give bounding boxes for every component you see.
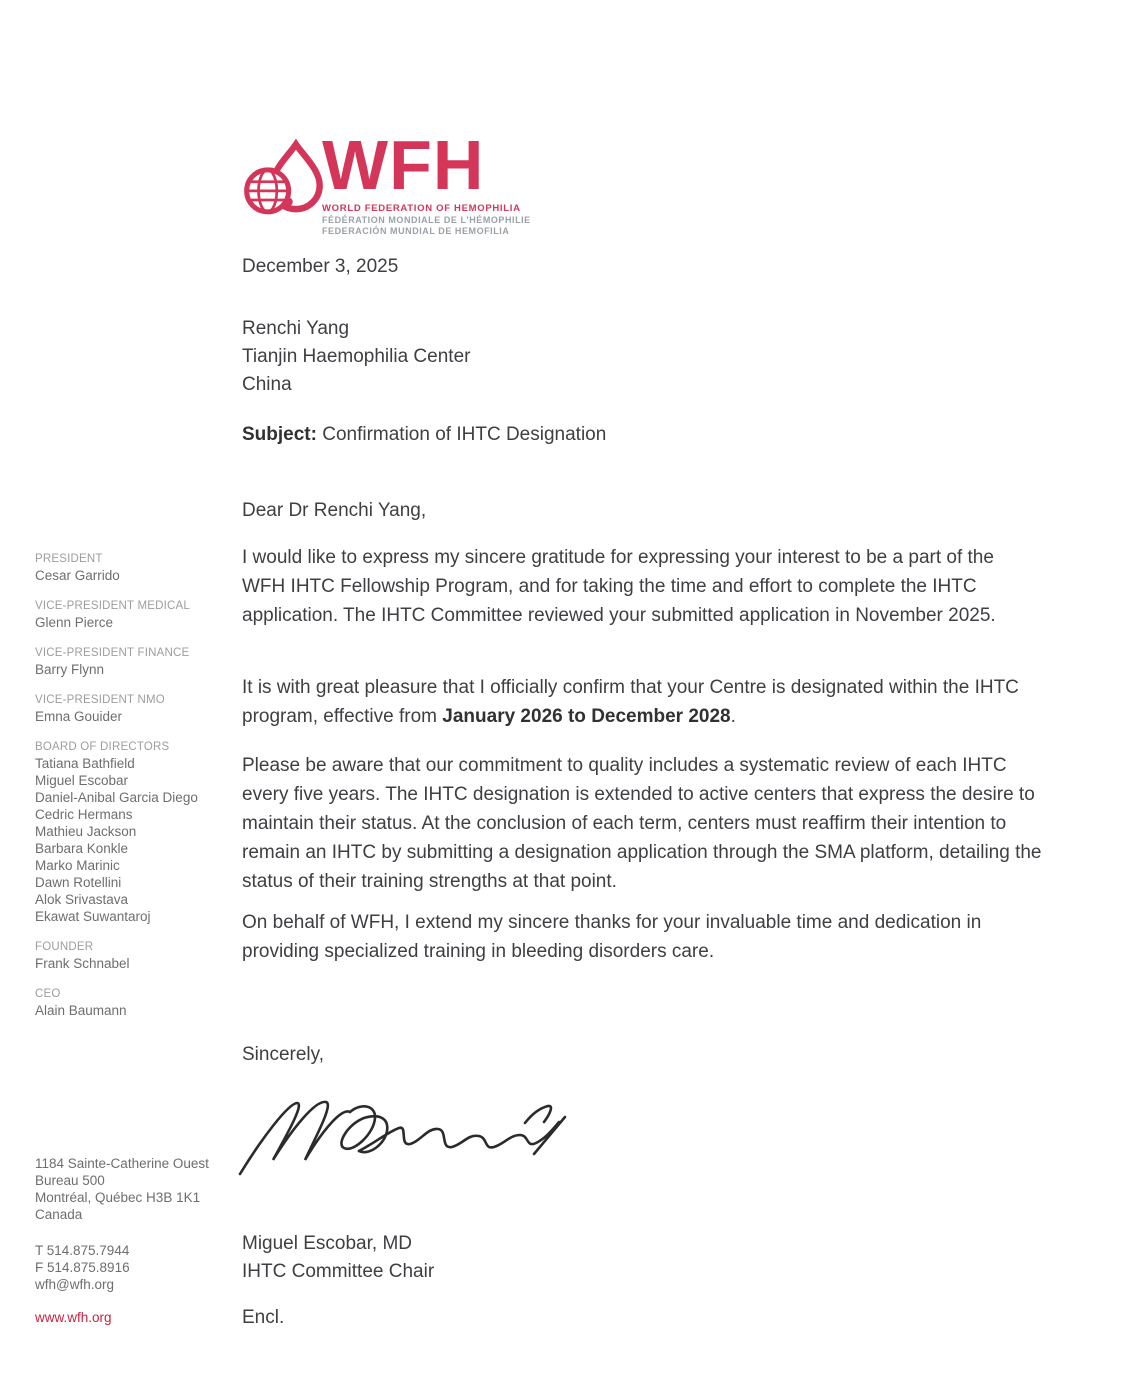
subject-line xyxy=(242,420,1042,449)
signer-title: IHTC Committee Chair xyxy=(242,1261,435,1282)
recipient-country: China xyxy=(242,374,292,395)
sidebar-name: Cesar Garrido xyxy=(35,568,120,583)
sidebar-label: BOARD OF DIRECTORS xyxy=(35,741,170,753)
sidebar-group-president xyxy=(35,551,240,584)
address-line: Montréal, Québec H3B 1K1 xyxy=(35,1190,201,1205)
logo-tagline-french: FÉDÉRATION MONDIALE DE L'HÉMOPHILIE xyxy=(322,214,531,225)
fax-line: F 514.875.8916 xyxy=(35,1260,130,1275)
contact-block xyxy=(35,1242,240,1293)
sidebar-label: PRESIDENT xyxy=(35,553,103,565)
email-address: wfh@wfh.org xyxy=(35,1277,114,1292)
sidebar-name: Marko Marinic xyxy=(35,858,120,873)
sidebar-name: Cedric Hermans xyxy=(35,807,133,822)
paragraph-3: Please be aware that our commitment to quality includes a systematic review of each IHTC every five years. The IHTC designation is extended to active centers that express the desire to maintain their status. At the conclusion of each term, centers must reaffirm their intention to remain an IHTC by submitting a designation application through the SMA platform, detailing the status of their training strengths at that point. xyxy=(242,755,1042,892)
sidebar-name: Glenn Pierce xyxy=(35,615,114,630)
sidebar-label: CEO xyxy=(35,988,61,1000)
sidebar-name: Mathieu Jackson xyxy=(35,824,137,839)
paragraph-2-text: It is with great pleasure that I officially confirm that your Centre is designated within the IHTC program, effective from xyxy=(242,677,1019,727)
sidebar-name: Barry Flynn xyxy=(35,662,105,677)
sidebar-name: Ekawat Suwantaroj xyxy=(35,909,151,924)
paragraph-2 xyxy=(242,673,1042,731)
logo-acronym: WFH xyxy=(322,126,485,204)
letter-date: December 3, 2025 xyxy=(242,256,399,277)
sidebar-name: Alok Srivastava xyxy=(35,892,129,907)
sidebar-group-board xyxy=(35,739,240,925)
address-line: Canada xyxy=(35,1207,83,1222)
address-line: Bureau 500 xyxy=(35,1173,105,1188)
sidebar-group-founder xyxy=(35,939,240,972)
subject-label: Subject: xyxy=(242,424,317,445)
officers-sidebar xyxy=(35,551,240,1033)
recipient-name: Renchi Yang xyxy=(242,318,350,339)
logo-tagline-spanish: FEDERACIÓN MUNDIAL DE HEMOFILIA xyxy=(322,225,510,236)
designation-period: January 2026 to December 2028 xyxy=(442,706,731,727)
sidebar-name: Emna Gouider xyxy=(35,709,123,724)
recipient-organization: Tianjin Haemophilia Center xyxy=(242,346,471,367)
sidebar-group-vp-nmo xyxy=(35,692,240,725)
sidebar-name: Miguel Escobar xyxy=(35,773,129,788)
sidebar-label: VICE-PRESIDENT NMO xyxy=(35,694,165,706)
website-link[interactable]: www.wfh.org xyxy=(35,1310,112,1325)
sidebar-label: FOUNDER xyxy=(35,941,94,953)
phone-line: T 514.875.7944 xyxy=(35,1243,130,1258)
sidebar-name: Dawn Rotellini xyxy=(35,875,122,890)
sidebar-group-ceo xyxy=(35,986,240,1019)
sidebar-name: Daniel-Anibal Garcia Diego xyxy=(35,790,198,805)
signature-image xyxy=(236,1090,581,1182)
sidebar-label: VICE-PRESIDENT FINANCE xyxy=(35,647,190,659)
enclosure-note: Encl. xyxy=(242,1307,285,1328)
subject-text: Confirmation of IHTC Designation xyxy=(316,424,607,445)
sidebar-label: VICE-PRESIDENT MEDICAL xyxy=(35,600,190,612)
sidebar-name: Frank Schnabel xyxy=(35,956,130,971)
wfh-logo xyxy=(322,126,531,237)
recipient-block xyxy=(242,315,1042,399)
paragraph-4: On behalf of WFH, I extend my sincere thanks for your invaluable time and dedication in providing specialized training in bleeding disorders care. xyxy=(242,912,982,962)
sidebar-name: Tatiana Bathfield xyxy=(35,756,135,771)
closing: Sincerely, xyxy=(242,1044,325,1065)
address-line: 1184 Sainte-Catherine Ouest xyxy=(35,1156,209,1171)
office-address xyxy=(35,1155,240,1223)
paragraph-1: I would like to express my sincere gratitude for expressing your interest to be a part of the WFH IHTC Fellowship Program, and for taking the time and effort to complete the IHTC application. The IHTC Committee reviewed your submitted application in November 2025. xyxy=(242,547,996,626)
blood-drop-globe-icon xyxy=(243,139,327,219)
salutation: Dear Dr Renchi Yang, xyxy=(242,500,427,521)
sidebar-name: Barbara Konkle xyxy=(35,841,129,856)
logo-tagline-english: WORLD FEDERATION OF HEMOPHILIA xyxy=(322,203,521,214)
sidebar-name: Alain Baumann xyxy=(35,1003,127,1018)
sidebar-group-vp-medical xyxy=(35,598,240,631)
paragraph-2-end: . xyxy=(730,706,736,727)
signer-name: Miguel Escobar, MD xyxy=(242,1233,413,1254)
sidebar-group-vp-finance xyxy=(35,645,240,678)
signer-block xyxy=(242,1230,1042,1286)
